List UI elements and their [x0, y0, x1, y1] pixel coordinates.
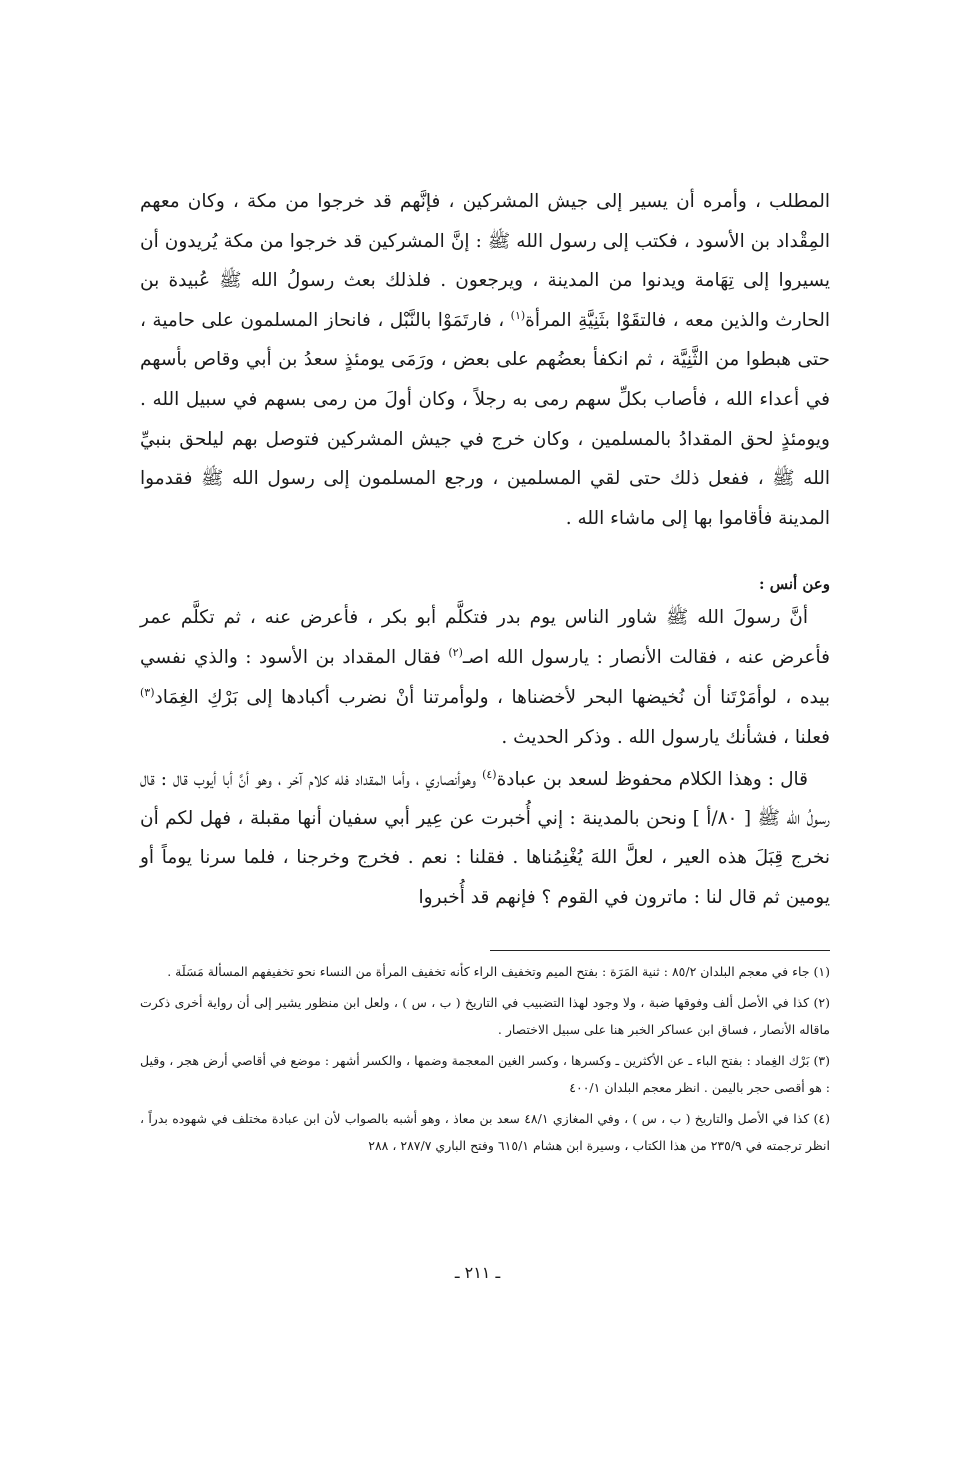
paragraph-3-text-b: وهوأنصاري ، وأما المقداد فله كلام آخر ، وهو أنَّ أبا أيوب قال : قال رسولُ الله ﷺ [ ٨٠/أ ] ونحن بالمدينة : إني أُخبرت عن عِير أبي سفيان أنها مقبلة ، فهل لكم أن نخرج قِبَلَ هذه العير ، لعلَّ اللهَ يُغْنِمُناها . فقلنا : نعم . فخرج وخرجنا ، فلما سرنا يوماً أو يومين ثم قال لنا : ماترون في القوم ؟ فإنهم قد أُخبروا: [140, 769, 830, 908]
footnote-ref-3: (٣): [140, 685, 155, 699]
paragraph-2-text-b: فقال المقداد بن الأسود : والذي نفسي بيده ، لوأمَرْتَنا أن نُخيضها البحر لأخضناها ، ولوأمرتنا أنْ نضرب أكبادها إلى بَرْكِ الغِمَاد: [140, 647, 830, 708]
footnote-3: (٣) بَرْك الغِماد : بفتح الباء ـ عن الأكثرين ـ وكسرها ، وكسر الغين المعجمة وضمها ، والكسر أشهر : موضع في أقاصي أرض هجر ، وقيل : هو أقصى حجر باليمن . انظر معجم البلدان ٤٠٠/١: [140, 1052, 830, 1095]
footnotes: [140, 958, 830, 1163]
footnote-ref-2: (٢): [448, 645, 463, 659]
paragraph-1-continued: ، فارتَمَوْا بالنَّبْل ، فانحاز المسلمون على حامية ، حتى هبطوا من الثَّنِيَّة ، ثم انكفأ بعضُهم على بعض ، ورَمَى يومئذٍ سعدُ بن أبي وقاص بأسهم في أعداء الله ، فأصاب بكلِّ سهم رمى به رجلاً ، وكان أولَ من رمى بسهم في سبيل الله . ويومئذٍ لحق المقدادُ بالمسلمين ، وكان خرج في جيش المشركين فتوصل بهم ليلحق بنبيِّ الله ﷺ ، ففعل ذلك حتى لقي المسلمين ، ورجع المسلمون إلى رسول الله ﷺ فقدموا المدينة فأقاموا بها إلى ماشاء الله .: [140, 309, 830, 529]
paragraph-2: [140, 598, 830, 758]
paragraph-1-text: المطلب ، وأمره أن يسير إلى جيش المشركين ، فإنَّهم قد خرجوا من مكة ، وكان معهم المِقْداد بن الأسود ، فكتب إلى رسول الله ﷺ : إنَّ المشركين قد خرجوا من مكة يُريدون أن يسيروا إلى تِهَامة ويدنوا من المدينة ، ويرجعون . فلذلك بعث رسولُ الله ﷺ عُبيدة بن الحارث والذين معه ، فالتقَوْا بثَنِيَّةِ المرأة: [140, 191, 830, 331]
paragraph-2-text-a: أنَّ رسولَ الله ﷺ شاور الناس يوم بدر فتكلَّم أبو بكر ، فأعرض عنه ، ثم تكلَّم عمر فأعرض عنه ، فقالت الأنصار : يارسول الله اصـ: [140, 607, 830, 668]
paragraph-2-text-c: فعلنا ، فشأنك يارسول الله . وذكر الحديث .: [501, 727, 830, 748]
section-heading: وعن أنس :: [758, 575, 830, 593]
footnote-ref-4: (٤): [482, 767, 497, 781]
page-number: ـ ٢١١ ـ: [454, 1263, 501, 1282]
footnote-ref-1: (١): [510, 308, 526, 322]
footnote-4: (٤) كذا في الأصل والتاريخ ( ب ، س ) ، وفي المغازي ٤٨/١ سعد بن معاذ ، وهو أشبه بالصواب لأن ابن عبادة مختلف في شهوده بدراً ، انظر ترجمته في ٢٣٥/٩ من هذا الكتاب ، وسيرة ابن هشام ٦١٥/١ وفتح الباري ٢٨٧/٧ ، ٢٨٨: [140, 1110, 830, 1153]
footnote-divider: [490, 950, 830, 951]
footnote-2: (٢) كذا في الأصل ألف وفوقها ضبة ، ولا وجود لهذا التضبيب في التاريخ ( ب ، س ) ، ولعل ابن منظور يشير إلى أن رواية أخرى ذكرت ماقاله الأنصار ، فساق ابن عساكر الخبر هنا على سبيل الاختصار .: [140, 994, 830, 1037]
footnote-1: (١) جاء في معجم البلدان ٨٥/٢ : ثنية المَرَة : بفتح الميم وتخفيف الراء كأنه تخفيف المرأة من النساء نحو تخفيفهم المسألة مَسَلَة .: [167, 964, 830, 979]
body-text-block-2: [140, 598, 830, 758]
paragraph-3: [140, 760, 830, 917]
paragraph-3-text-a: قال : وهذا الكلام محفوظ لسعد بن عبادة: [496, 769, 808, 790]
paragraph-1: [140, 182, 830, 538]
body-text-block-1: [140, 182, 830, 538]
body-text-block-3: [140, 760, 830, 917]
